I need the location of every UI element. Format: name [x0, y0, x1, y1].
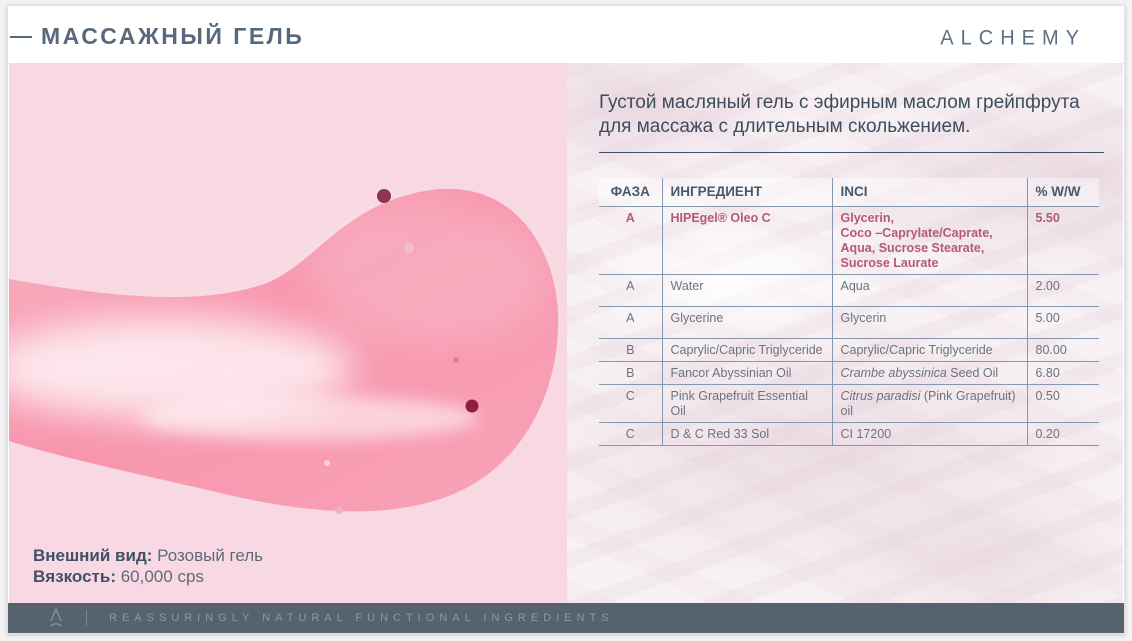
ingredient-cell: HIPEgel® Oleo C	[662, 207, 832, 275]
percent-cell: 5.50	[1027, 207, 1099, 275]
description-underline	[599, 152, 1104, 153]
footer-bar	[8, 603, 1124, 633]
percent-cell: 2.00	[1027, 275, 1099, 307]
inci-cell: CI 17200	[832, 423, 1027, 446]
appearance-value: Розовый гель	[157, 546, 264, 565]
table-row	[599, 362, 1099, 385]
column-header-3: % W/W	[1027, 178, 1099, 207]
phase-cell: A	[599, 307, 662, 339]
table-row	[599, 275, 1099, 307]
viscosity-value: 60,000 cps	[120, 567, 204, 586]
ingredient-cell: D & C Red 33 Sol	[662, 423, 832, 446]
page-title: МАССАЖНЫЙ ГЕЛЬ	[41, 23, 305, 49]
column-header-1: ИНГРЕДИЕНТ	[662, 178, 832, 207]
ingredient-cell: Fancor Abyssinian Oil	[662, 362, 832, 385]
table-row	[599, 423, 1099, 446]
ingredient-cell: Water	[662, 275, 832, 307]
content-panel	[567, 63, 1123, 603]
percent-cell: 0.20	[1027, 423, 1099, 446]
percent-cell: 0.50	[1027, 385, 1099, 423]
viscosity-label: Вязкость:	[33, 567, 116, 586]
ingredient-cell: Caprylic/Capric Triglyceride	[662, 339, 832, 362]
table-body	[599, 207, 1099, 446]
footer-tagline: REASSURINGLY NATURAL FUNCTIONAL INGREDIENTS	[109, 612, 614, 624]
phase-cell: C	[599, 423, 662, 446]
ingredient-cell: Pink Grapefruit Essential Oil	[662, 385, 832, 423]
pink-gel-smear-image	[9, 63, 567, 603]
phase-cell: C	[599, 385, 662, 423]
footer-divider	[86, 610, 87, 626]
inci-cell: Glycerin	[832, 307, 1027, 339]
phase-cell: A	[599, 275, 662, 307]
percent-cell: 5.00	[1027, 307, 1099, 339]
column-header-0: ФАЗА	[599, 178, 662, 207]
viscosity-line	[33, 566, 263, 587]
slide	[7, 5, 1125, 634]
inci-cell: Aqua	[832, 275, 1027, 307]
table-header	[599, 178, 1099, 207]
photo-caption	[33, 545, 263, 587]
alchemy-logo: ALCHEMY	[940, 26, 1086, 50]
column-header-2: INCI	[832, 178, 1027, 207]
formulation-table	[599, 178, 1099, 446]
phase-cell: B	[599, 362, 662, 385]
inci-cell: Crambe abyssinica Seed Oil	[832, 362, 1027, 385]
inci-cell: Glycerin, Coco –Caprylate/Caprate, Aqua, Sucrose Stearate, Sucrose Laurate	[832, 207, 1027, 275]
title-dash-decoration	[10, 36, 32, 38]
appearance-label: Внешний вид:	[33, 546, 153, 565]
percent-cell: 6.80	[1027, 362, 1099, 385]
product-photo	[9, 63, 567, 603]
inci-cell: Caprylic/Capric Triglyceride	[832, 339, 1027, 362]
table-row	[599, 307, 1099, 339]
product-description: Густой масляный гель с эфирным маслом грейпфрута для массажа с длительным скольжением.	[599, 92, 1080, 137]
ingredient-cell: Glycerine	[662, 307, 832, 339]
table-row	[599, 385, 1099, 423]
inci-cell: Citrus paradisi (Pink Grapefruit) oil	[832, 385, 1027, 423]
phase-cell: B	[599, 339, 662, 362]
header-bar	[8, 6, 1124, 63]
appearance-line	[33, 545, 263, 566]
alchemy-mark-icon	[48, 608, 64, 628]
table-row	[599, 207, 1099, 275]
phase-cell: A	[599, 207, 662, 275]
table-row	[599, 339, 1099, 362]
percent-cell: 80.00	[1027, 339, 1099, 362]
